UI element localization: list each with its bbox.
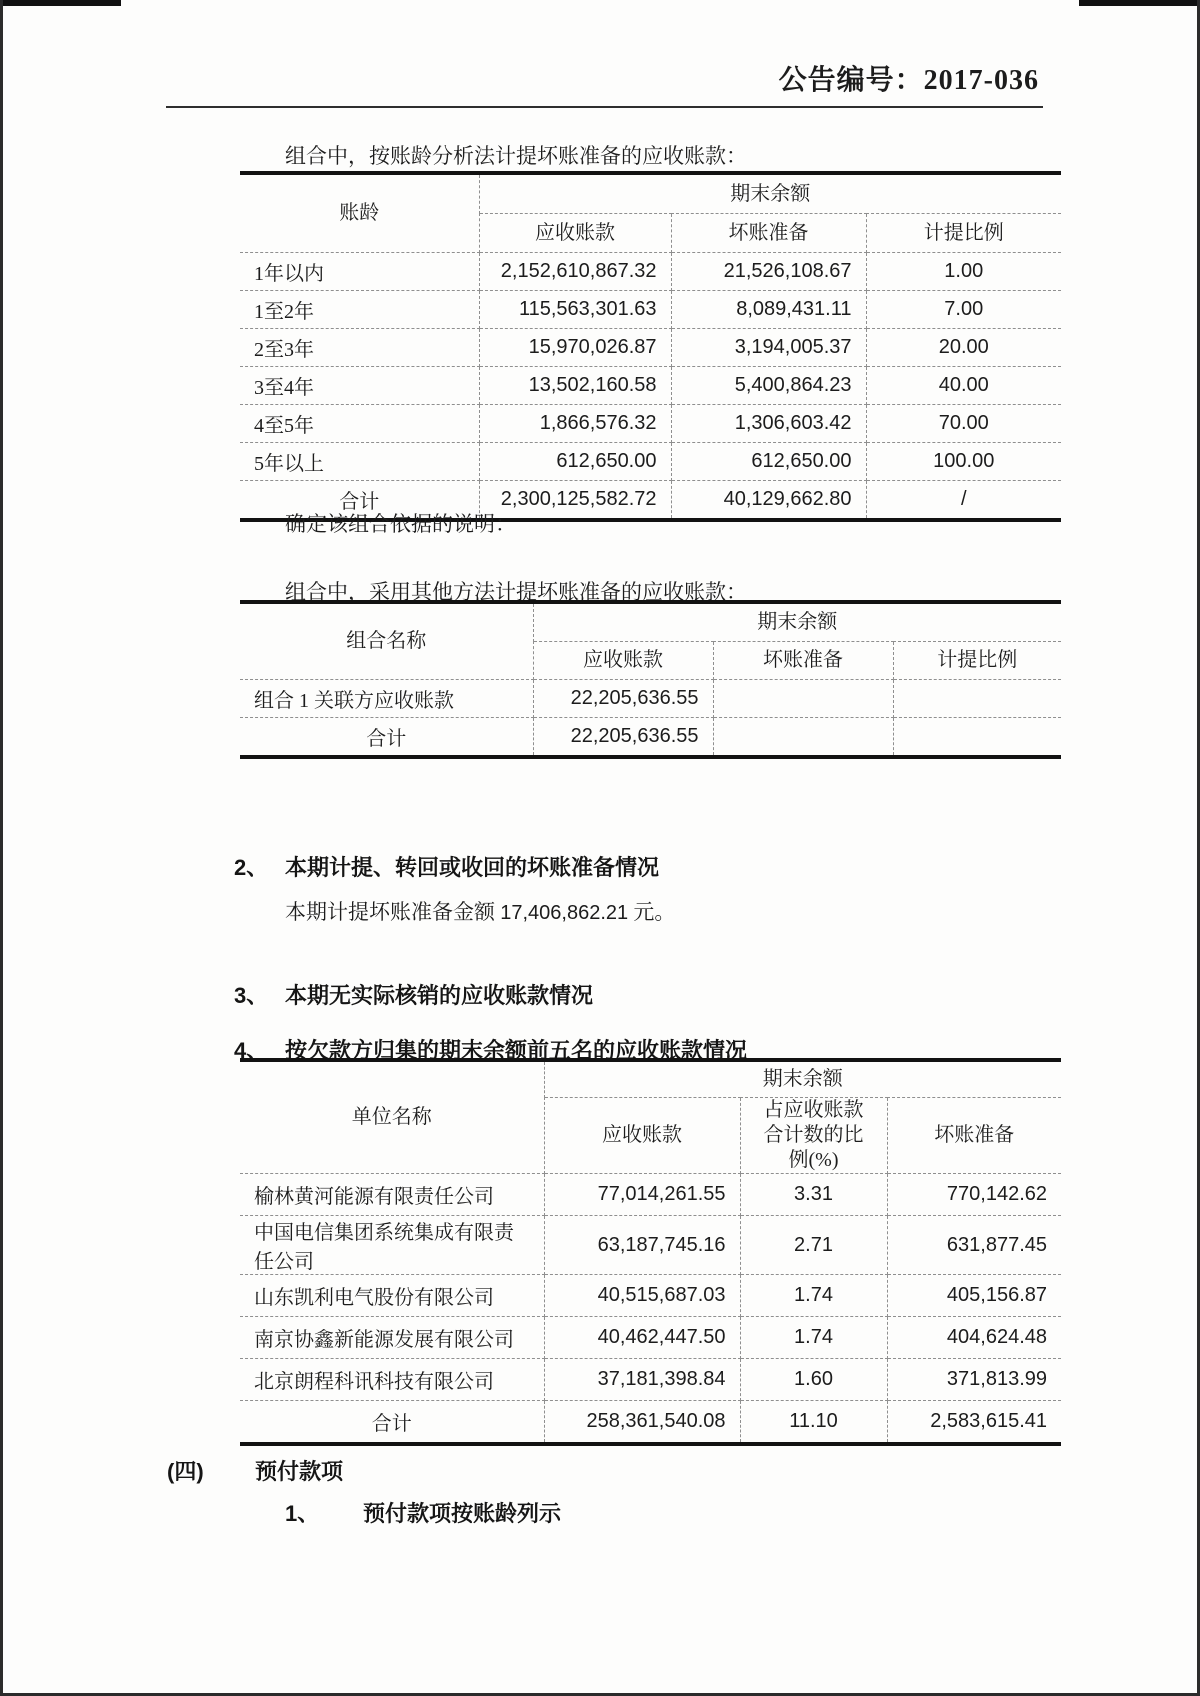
table-header-row bbox=[240, 602, 1061, 642]
cell-ratio: 40.00 bbox=[866, 367, 1061, 405]
cell-receivable: 37,181,398.84 bbox=[544, 1359, 740, 1401]
cell-receivable: 22,205,636.55 bbox=[533, 680, 713, 718]
col-header-period-end: 期末余额 bbox=[533, 602, 1061, 642]
aging-table-intro: 组合中，按账龄分析法计提坏账准备的应收账款： bbox=[285, 144, 747, 168]
cell-company: 北京朗程科讯科技有限公司 bbox=[240, 1359, 544, 1401]
cell-ratio: 1.74 bbox=[740, 1317, 887, 1359]
section-title: 按欠款方归集的期末余额前五名的应收账款情况 bbox=[285, 1038, 748, 1063]
section-heading-writeoff bbox=[234, 979, 593, 1010]
cell-company: 南京协鑫新能源发展有限公司 bbox=[240, 1317, 544, 1359]
col-header-company-name: 单位名称 bbox=[240, 1060, 544, 1174]
cell-receivable: 77,014,261.55 bbox=[544, 1174, 740, 1216]
cell-ratio bbox=[893, 718, 1061, 758]
cell-bad-debt: 5,400,864.23 bbox=[671, 367, 866, 405]
cell-receivable: 1,866,576.32 bbox=[479, 405, 671, 443]
table-header-row bbox=[240, 1060, 1061, 1098]
cell-ratio: 11.10 bbox=[740, 1401, 887, 1445]
section-title: 预付款项按账龄列示 bbox=[363, 1501, 562, 1526]
col-header-ratio: 计提比例 bbox=[893, 642, 1061, 680]
section-title: 本期计提、转回或收回的坏账准备情况 bbox=[285, 855, 660, 880]
provision-amount: 17,406,862.21 bbox=[500, 902, 629, 924]
col-header-bad-debt: 坏账准备 bbox=[713, 642, 893, 680]
table-row bbox=[240, 329, 1061, 367]
top5-debtors-table bbox=[240, 1058, 1061, 1446]
col-header-ratio: 计提比例 bbox=[866, 214, 1061, 253]
col-header-aging: 账龄 bbox=[240, 173, 479, 253]
cell-aging: 1年以内 bbox=[240, 253, 479, 291]
cell-ratio: 2.71 bbox=[740, 1216, 887, 1275]
cell-ratio: 3.31 bbox=[740, 1174, 887, 1216]
col-header-receivable: 应收账款 bbox=[533, 642, 713, 680]
table-row bbox=[240, 291, 1061, 329]
doc-number: 公告编号：2017-036 bbox=[778, 65, 1039, 96]
col-header-bad-debt: 坏账准备 bbox=[671, 214, 866, 253]
col-header-receivable: 应收账款 bbox=[544, 1098, 740, 1174]
cell-bad-debt bbox=[713, 680, 893, 718]
table-row bbox=[240, 405, 1061, 443]
header-rule bbox=[166, 106, 1043, 108]
cell-bad-debt: 40,129,662.80 bbox=[671, 481, 866, 521]
scan-edge-mark bbox=[3, 0, 121, 6]
cell-company: 山东凯利电气股份有限公司 bbox=[240, 1275, 544, 1317]
section-number: 4、 bbox=[234, 1038, 269, 1063]
table-row bbox=[240, 443, 1061, 481]
cell-receivable: 2,300,125,582.72 bbox=[479, 481, 671, 521]
cell-ratio: 20.00 bbox=[866, 329, 1061, 367]
cell-bad-debt: 3,194,005.37 bbox=[671, 329, 866, 367]
col-header-ratio: 占应收账款合计数的比例(%) bbox=[740, 1098, 887, 1174]
table-row bbox=[240, 253, 1061, 291]
table-row bbox=[240, 1275, 1061, 1317]
cell-receivable: 612,650.00 bbox=[479, 443, 671, 481]
table-header-row bbox=[240, 173, 1061, 214]
cell-receivable: 40,515,687.03 bbox=[544, 1275, 740, 1317]
cell-receivable: 22,205,636.55 bbox=[533, 718, 713, 758]
section-number: 3、 bbox=[234, 983, 269, 1008]
table-row bbox=[240, 680, 1061, 718]
cell-ratio: / bbox=[866, 481, 1061, 521]
table-row bbox=[240, 1317, 1061, 1359]
section-number: 1、 bbox=[285, 1501, 320, 1526]
cell-bad-debt: 612,650.00 bbox=[671, 443, 866, 481]
cell-receivable: 15,970,026.87 bbox=[479, 329, 671, 367]
provision-body-prefix: 本期计提坏账准备金额 bbox=[285, 900, 501, 924]
section-heading-prepaid bbox=[167, 1455, 343, 1486]
cell-bad-debt: 404,624.48 bbox=[887, 1317, 1061, 1359]
col-header-period-end: 期末余额 bbox=[479, 173, 1061, 214]
cell-aging: 1至2年 bbox=[240, 291, 479, 329]
cell-ratio: 100.00 bbox=[866, 443, 1061, 481]
provision-body bbox=[285, 896, 675, 926]
table-total-row bbox=[240, 718, 1061, 758]
cell-ratio: 70.00 bbox=[866, 405, 1061, 443]
cell-receivable: 2,152,610,867.32 bbox=[479, 253, 671, 291]
table-row bbox=[240, 1174, 1061, 1216]
cell-receivable: 63,187,745.16 bbox=[544, 1216, 740, 1275]
cell-bad-debt: 371,813.99 bbox=[887, 1359, 1061, 1401]
cell-portfolio-name: 组合 1 关联方应收账款 bbox=[240, 680, 533, 718]
cell-bad-debt: 1,306,603.42 bbox=[671, 405, 866, 443]
cell-company: 中国电信集团系统集成有限责任公司 bbox=[240, 1216, 544, 1275]
cell-bad-debt: 631,877.45 bbox=[887, 1216, 1061, 1275]
section-number: (四) bbox=[167, 1459, 204, 1484]
col-header-receivable: 应收账款 bbox=[479, 214, 671, 253]
other-method-table bbox=[240, 600, 1061, 759]
cell-ratio: 1.00 bbox=[866, 253, 1061, 291]
cell-aging: 4至5年 bbox=[240, 405, 479, 443]
section-title: 预付款项 bbox=[255, 1459, 344, 1484]
section-title: 本期无实际核销的应收账款情况 bbox=[285, 983, 594, 1008]
cell-aging: 2至3年 bbox=[240, 329, 479, 367]
table-total-row bbox=[240, 1401, 1061, 1445]
cell-bad-debt: 2,583,615.41 bbox=[887, 1401, 1061, 1445]
section-heading-prepaid-aging bbox=[285, 1497, 561, 1528]
cell-ratio bbox=[893, 680, 1061, 718]
cell-bad-debt bbox=[713, 718, 893, 758]
cell-ratio: 7.00 bbox=[866, 291, 1061, 329]
col-header-period-end: 期末余额 bbox=[544, 1060, 1061, 1098]
basis-note: 确定该组合依据的说明： bbox=[285, 512, 516, 536]
table-row bbox=[240, 1359, 1061, 1401]
cell-total-label: 合计 bbox=[240, 481, 479, 521]
cell-receivable: 40,462,447.50 bbox=[544, 1317, 740, 1359]
cell-receivable: 13,502,160.58 bbox=[479, 367, 671, 405]
cell-receivable: 258,361,540.08 bbox=[544, 1401, 740, 1445]
table-row bbox=[240, 367, 1061, 405]
scan-edge-mark bbox=[1079, 0, 1197, 6]
cell-ratio: 1.60 bbox=[740, 1359, 887, 1401]
cell-bad-debt: 8,089,431.11 bbox=[671, 291, 866, 329]
cell-total-label: 合计 bbox=[240, 718, 533, 758]
section-number: 2、 bbox=[234, 855, 269, 880]
col-header-portfolio-name: 组合名称 bbox=[240, 602, 533, 680]
aging-analysis-table bbox=[240, 171, 1061, 522]
cell-ratio: 1.74 bbox=[740, 1275, 887, 1317]
table-row bbox=[240, 1216, 1061, 1275]
cell-bad-debt: 770,142.62 bbox=[887, 1174, 1061, 1216]
cell-aging: 5年以上 bbox=[240, 443, 479, 481]
section-heading-provision bbox=[234, 851, 659, 882]
provision-body-suffix: 元。 bbox=[628, 900, 676, 924]
col-header-bad-debt: 坏账准备 bbox=[887, 1098, 1061, 1174]
other-method-intro: 组合中，采用其他方法计提坏账准备的应收账款： bbox=[285, 580, 747, 604]
cell-company: 榆林黄河能源有限责任公司 bbox=[240, 1174, 544, 1216]
cell-aging: 3至4年 bbox=[240, 367, 479, 405]
cell-bad-debt: 21,526,108.67 bbox=[671, 253, 866, 291]
cell-bad-debt: 405,156.87 bbox=[887, 1275, 1061, 1317]
cell-receivable: 115,563,301.63 bbox=[479, 291, 671, 329]
cell-total-label: 合计 bbox=[240, 1401, 544, 1445]
